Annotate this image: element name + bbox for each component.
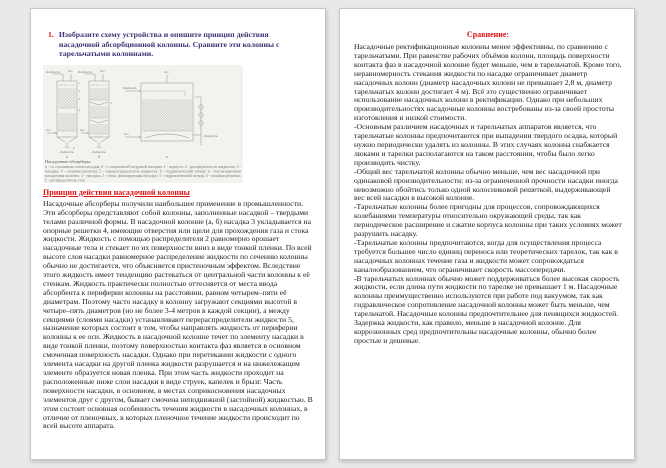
letter-col-v: в [166, 154, 168, 159]
comparison-paragraph: Насадочные ректификационные колонны менее эффективны, по сравнению с тарельчатыми. При равенстве рабочих объёмов колонн, площадь поверхности контакта фаз в насадочной колонне будет меньше, чем в тарельчатой. Кроме того, неравномерность стекания жидкости по насадке ограничивает диаметр насадочных колонн (диаметр насадочных колонн не превышает 2,8 м, диаметр тарельчатых колонн достигает 4 м). Всё это существенно ограничивает использование насадочных колонн в ректификации. Однако при небольших производительностях насадочные колонны востребованы из-за своей простоты изготовления и низкой стоимости. [354, 42, 622, 123]
absorber-figure [43, 65, 243, 183]
callout-3: 3 [78, 96, 80, 101]
label-gas-top-col-b: Газ [100, 68, 105, 73]
callout-2: 2 [78, 88, 80, 93]
letter-col-a: а [66, 154, 68, 159]
callout-5: 5 [110, 100, 112, 105]
figure-caption [45, 158, 241, 183]
label-liquid-out-col-v: Жидкость [204, 133, 218, 138]
figure-caption-body: а - со сплошным слоем насадки; б - с секционной загрузкой насадки: 1 - корпуса; 2 - распределители жидкости; 3 - насадка; 4 - опорные решетки; 5 - перераспределитель жидкости; 6 - гидравлический затвор; в - эмульгационная насадочная колонна: 1 - насадка; 2 - сетка, фиксирующая насадку; 3 - гидравлический затвор; 4 - опорная решетка; 5 - распределитель газа [45, 164, 241, 183]
comparison-paragraph: -Тарельчатые колонны предпочитаются, когда для осуществления процесса требуется большее число единиц переноса или теоретических тарелок, так как в насадочных колоннах течение газа и жидкости может сопровождаться каналообразованием, что ограничивает скорость массопередачи. [354, 237, 618, 274]
page-1 [30, 8, 326, 460]
page-2 [339, 8, 635, 460]
label-liquid-in-col-v: Жидкость [123, 85, 137, 90]
label-liquid-out-col-b: Жидкость [92, 149, 106, 154]
label-liquid-col-a: Жидкость [46, 69, 60, 74]
callout-4: 4 [78, 107, 80, 112]
question-number: 1. [48, 30, 54, 39]
comparison-heading: Сравнение: [466, 30, 510, 39]
absorber-diagram [45, 67, 241, 159]
label-liquid-out-col-a: Жидкость [60, 149, 74, 154]
section-heading: Принцип действия насадочной колонны [43, 187, 190, 197]
label-gas-in-col-b: Газ [80, 127, 85, 132]
question-title: Изобразите схему устройства и опишите принцип действия насадочной абсорбционной колонны. Сравните эти колонны с тарельчатыми колоннами. [58, 30, 280, 59]
callout-6: 6 [73, 145, 75, 150]
letter-col-b: б [98, 154, 100, 159]
comparison-paragraph: -Тарельчатые колонны более пригодны для процессов, сопровождающихся колебаниями температуры относительно окружающей среды, так как периодическое расширение и сжатие корпуса колонны при таких условиях может разрушить насадку. [354, 202, 622, 239]
comparison-paragraph: -Общий вес тарельчатой колонны обычно меньше, чем вес насадочной при одинаковой производительности: из-за ограниченной прочности насадки иногда невозможно обойтись только одной колосниковой решеткой, выдерживающей вес всей насадки в высокой колонне. [354, 166, 618, 203]
label-gas-top-col-a: Газ [68, 68, 73, 73]
label-liquid-col-b: Жидкость [78, 69, 92, 74]
comparison-paragraph: -Основным различием насадочных и тарельчатых аппаратов является, что тарельчатые колонны предпочитаются при выпадении твердого осадка, который нужно периодически удалять из колонны. В этих случаях колонна снабжается люками и тарелки располагаются на таком расстоянии, чтобы было легко производить чистку. [354, 122, 618, 167]
label-gas-in-col-v: Газ [124, 131, 129, 136]
question-block [48, 30, 293, 59]
left-body-text: Насадочные абсорберы получили наибольшее применение в промышленности. Эти абсорберы представляют собой колонны, заполненные насадкой – твердыми телами различной формы. В насадочной колонне (а, б) насадка 3 укладывается на опорные решетки 4, имеющие отверстия или щели для прохождения газа и стока жидкости. Жидкость с помощью распределителя 2 равномерно орошает насадочные тела и стекает по их поверхности вниз в виде тонкой пленки. По всей высоте слоя насадки равномерное распределение жидкости по сечению колонны обычно не достигается, что объясняется пристеночным эффектом. Вследствие этого жидкость имеет тенденцию растекаться от центральной части колонны к её стенкам. Жидкость практически полностью оттесняется от места ввода абсорбента к периферии колонны на расстоянии, равном четырем–пяти её диаметрам. Поэтому часто насадку в колонну загружают секциями высотой в четыре–пять диаметров (но не более 3-4 метров в каждой секции), а между секциями (слоями насадки) устанавливают перераспределители жидкости 5, назначение которых состоит в том, чтобы направлять жидкость от периферии колонны к ее оси. Жидкость в насадочной колонне течет по элементу насадки в виде тонкой пленки, поэтому поверхностью контакта фаз является в основном смоченная поверхность насадки. Однако при перетекании жидкости с одного элемента насадки на другой пленка жидкости разрушается и на нижележащем элементе образуется новая пленка. При этом часть жидкости проходит на расположенные ниже слои насадки в виде струек, капелек и брызг. Часть поверхности насадки, в основном, в местах соприкосновения насадочных элементов друг с другом, бывает смочена неподвижной (застойной) жидкостью. В этом состоит основная особенность течения жидкости в насадочных колоннах, в отличие от пленочных, в которых пленочное течение жидкости происходит по всей высоте аппарата. [43, 198, 313, 431]
label-gas-top-col-v: Газ [164, 69, 169, 74]
figure-caption-title: Насадочные абсорберы: [45, 158, 92, 164]
label-gas-in-col-a: Газ [46, 127, 51, 132]
comparison-paragraph: -В тарельчатых колоннах обычно может поддерживаться более высокая скорость жидкости, если длина пути жидкости по тарелке не превышает 1 м. Насадочные колонны преимущественно используются при работе под вакуумом, так как гидравлическое сопротивление насадочной колонны может быть меньше, чем тарельчатой. Насадочные колонны предпочтительнее для пенящихся жидкостей. Задержка жидкости, как правило, меньше в насадочной колонне. Для коррозионных сред предпочтительны насадочные колонны, обычно более простые и дешевые. [354, 273, 620, 345]
callout-1: 1 [78, 80, 80, 85]
